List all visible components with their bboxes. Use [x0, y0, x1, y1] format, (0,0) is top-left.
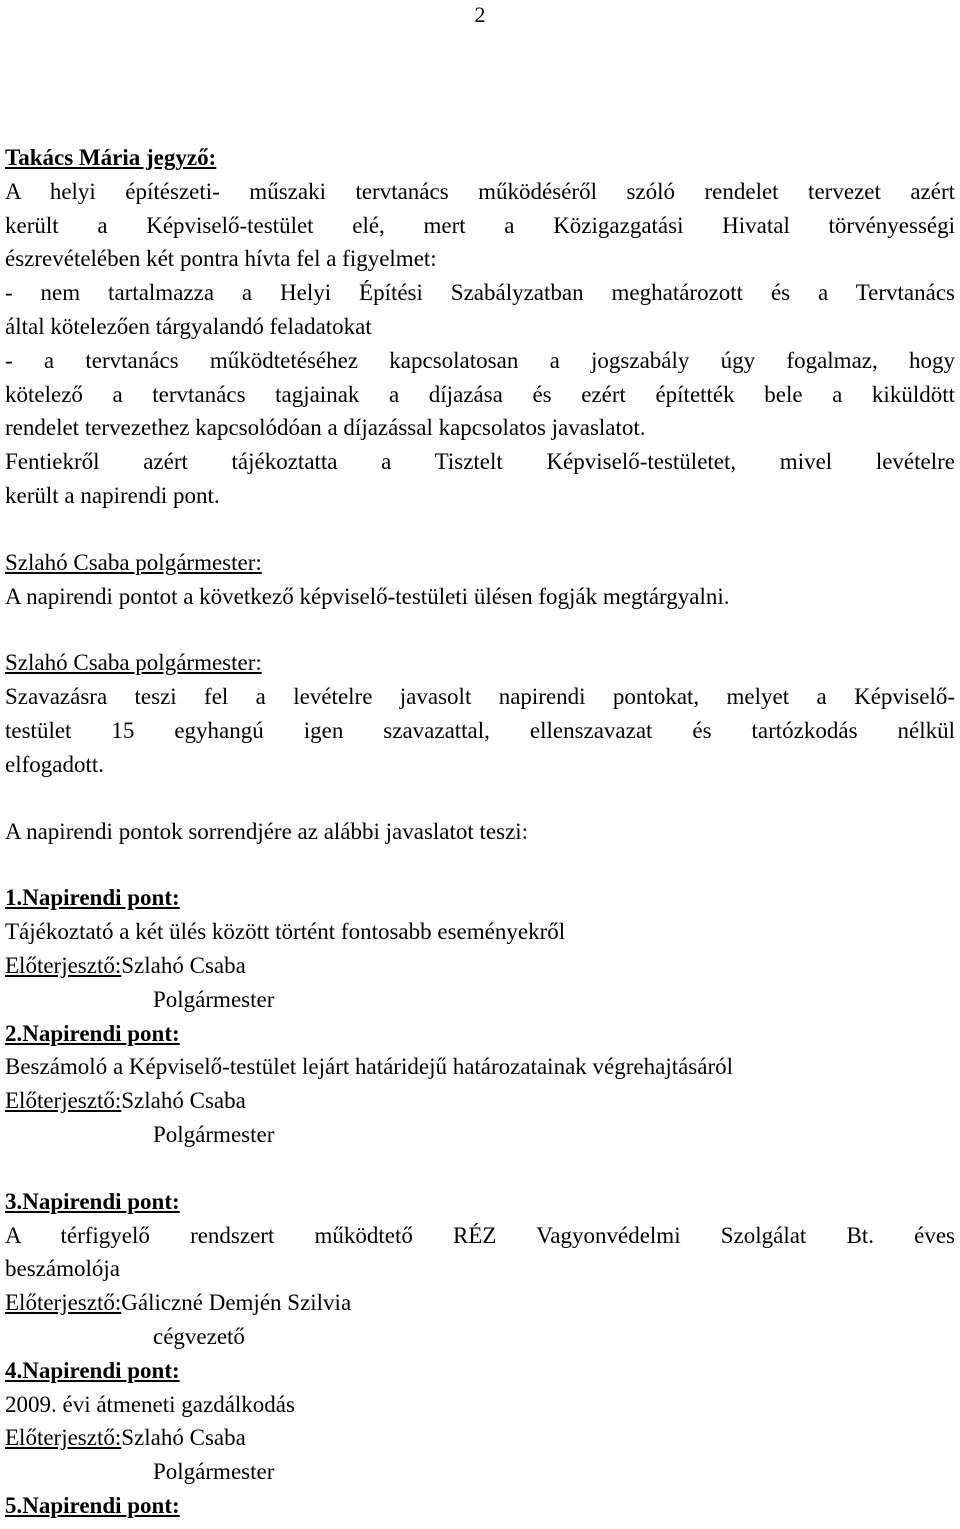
presenter-label: Előterjesztő:	[5, 1425, 122, 1451]
agenda-heading: 1.Napirendi pont:	[5, 885, 180, 911]
speaker-heading-jegyzo: Takács Mária jegyző:	[5, 145, 217, 170]
presenter	[5, 1286, 955, 1320]
text-line: Fentiekről azért tájékoztatta a Tisztelt Képviselő-testületet, mivel levételre	[5, 449, 955, 475]
presenter-role: Polgármester	[153, 1459, 275, 1485]
presenter-name: Szlahó Csaba	[121, 1088, 246, 1114]
presenter-role: cégvezető	[153, 1323, 245, 1349]
speaker-heading-polgarmester: Szlahó Csaba polgármester:	[5, 549, 262, 575]
text-line: kötelező a tervtanács tagjainak a díjazása és ezért építették bele a kiküldött	[5, 381, 955, 407]
presenter	[5, 1084, 955, 1118]
text-line: észrevételében két pontra hívta fel a figyelmet:	[5, 246, 437, 272]
text-line: rendelet tervezethez kapcsolódóan a díjazással kapcsolatos javaslatot.	[5, 415, 646, 441]
presenter-label: Előterjesztő:	[5, 1088, 122, 1114]
statement-vote	[5, 680, 955, 781]
statement-text: A napirendi pontot a következő képviselő-testületi ülésen fogják megtárgyalni.	[5, 583, 730, 609]
agenda-title: A térfigyelő rendszert működtető RÉZ Vagyonvédelmi Szolgálat Bt. éves	[5, 1222, 955, 1248]
text-line: elfogadott.	[5, 751, 104, 777]
presenter-label: Előterjesztő:	[5, 1290, 122, 1316]
presenter-name: Gáliczné Demjén Szilvia	[121, 1290, 352, 1316]
presenter-name: Szlahó Csaba	[121, 1425, 246, 1451]
agenda-intro: A napirendi pontok sorrendjére az alábbi javaslatot teszi:	[5, 818, 529, 844]
document-body	[5, 141, 955, 1523]
agenda-item-4	[5, 1354, 955, 1489]
text-line: került a napirendi pont.	[5, 482, 220, 508]
text-line: került a Képviselő-testület elé, mert a Közigazgatási Hivatal törvényességi	[5, 212, 955, 238]
agenda-title: 2009. évi átmeneti gazdálkodás	[5, 1391, 295, 1417]
text-line: testület 15 egyhangú igen szavazattal, ellenszavazat és tartózkodás nélkül	[5, 717, 955, 743]
agenda-heading: 3.Napirendi pont:	[5, 1188, 180, 1214]
text-line: által kötelezően tárgyalandó feladatokat	[5, 313, 372, 339]
presenter-role: Polgármester	[153, 986, 275, 1012]
text-line: A helyi építészeti- műszaki tervtanács működéséről szóló rendelet tervezet azért	[5, 178, 955, 204]
text-line: - a tervtanács működtetéséhez kapcsolatosan a jogszabály úgy fogalmaz, hogy	[5, 347, 955, 373]
agenda-title: Tájékoztató a két ülés között történt fontosabb eseményekről	[5, 919, 566, 945]
bullet-1	[5, 276, 955, 344]
agenda-heading: 4.Napirendi pont:	[5, 1357, 180, 1383]
presenter	[5, 1421, 955, 1455]
agenda-item-5	[5, 1489, 955, 1523]
agenda-heading: 5.Napirendi pont:	[5, 1492, 180, 1518]
agenda-title: Beszámoló a Képviselő-testület lejárt határidejű határozatainak végrehajtásáról	[5, 1054, 734, 1080]
agenda-title: beszámolója	[5, 1256, 120, 1282]
page-number: 2	[474, 2, 486, 27]
presenter	[5, 949, 955, 983]
agenda-item-1	[5, 881, 955, 1016]
text-line: Szavazásra teszi fel a levételre javasolt napirendi pontokat, melyet a Képviselő-	[5, 684, 955, 710]
presenter-role: Polgármester	[153, 1121, 275, 1147]
presenter-label: Előterjesztő:	[5, 952, 122, 978]
bullet-2	[5, 344, 955, 445]
speaker-heading-polgarmester: Szlahó Csaba polgármester:	[5, 650, 262, 676]
text-line: - nem tartalmazza a Helyi Építési Szabályzatban meghatározott és a Tervtanács	[5, 280, 955, 306]
paragraph-intro	[5, 175, 955, 276]
agenda-heading: 2.Napirendi pont:	[5, 1020, 180, 1046]
presenter-name: Szlahó Csaba	[121, 952, 246, 978]
agenda-item-3	[5, 1185, 955, 1354]
paragraph-conclusion	[5, 445, 955, 513]
agenda-item-2	[5, 1017, 955, 1152]
